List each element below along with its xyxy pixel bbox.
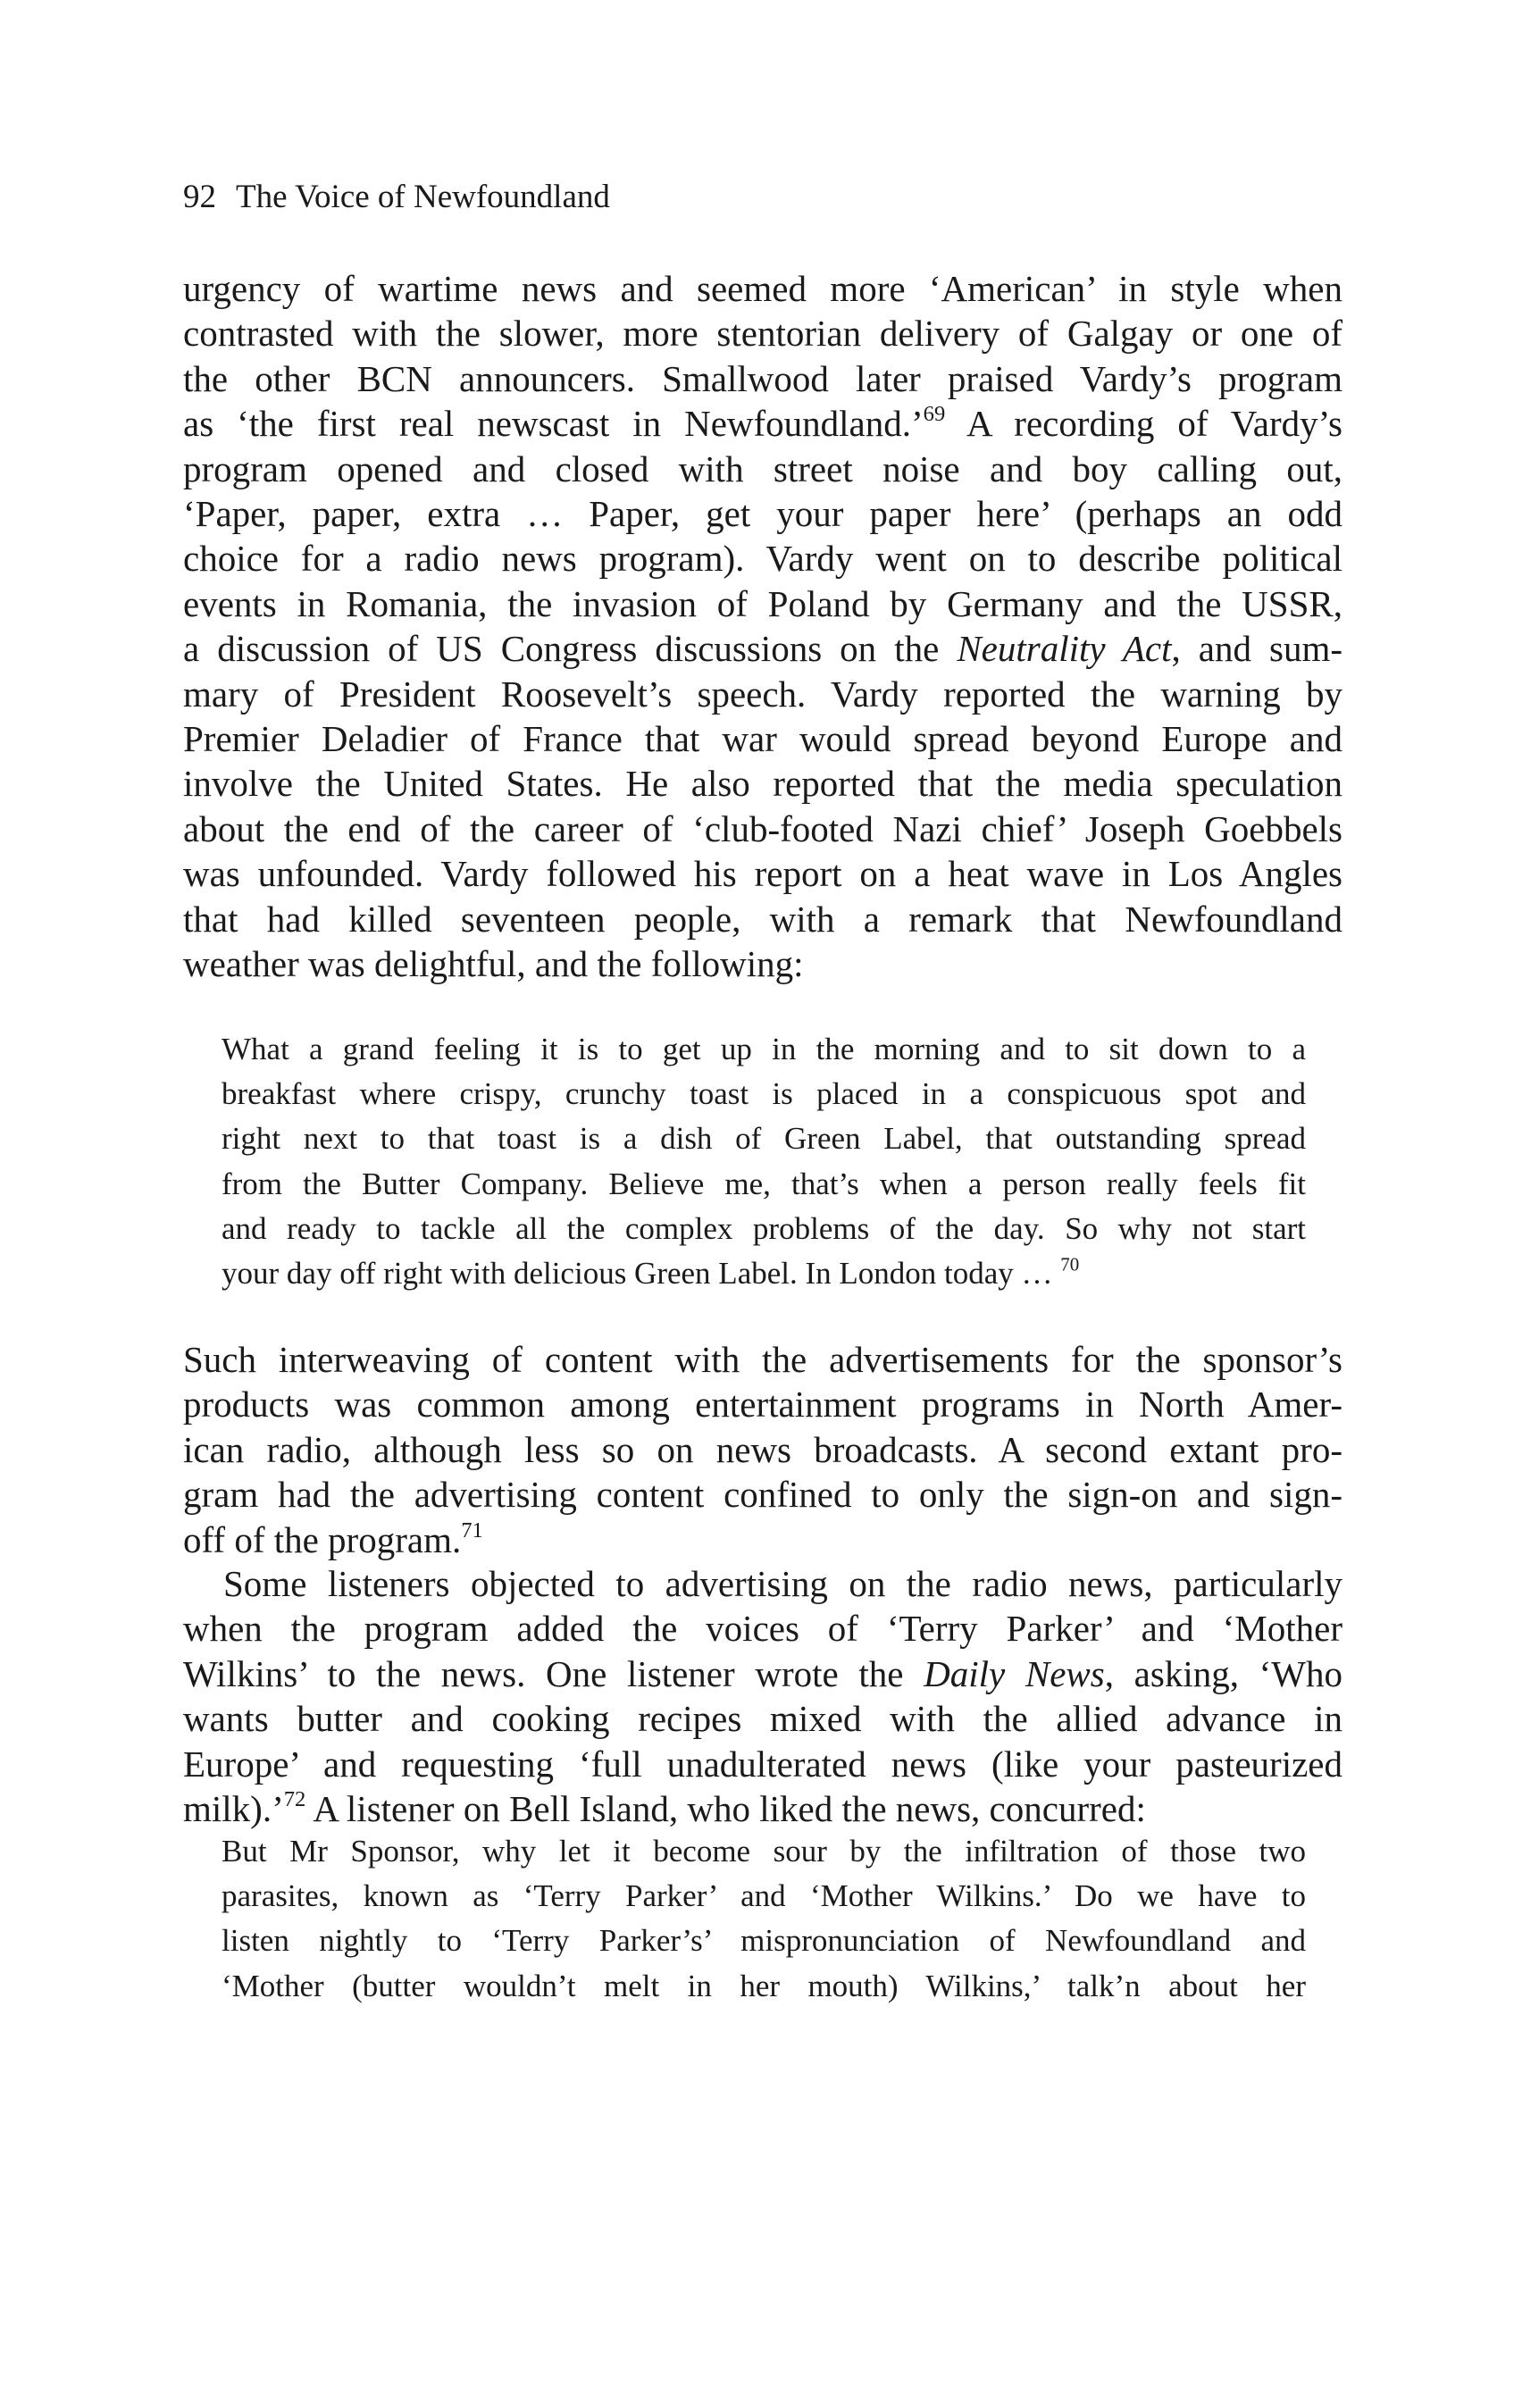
block-quote-2 (222, 1829, 1306, 2009)
book-title: The Voice of Newfoundland (236, 179, 610, 215)
text-line: Wilkins’ to the news. One listener wrote the Daily News, asking, ‘Who (183, 1652, 1342, 1694)
text-line: about the end of the career of ‘club-footed Nazi chief’ Joseph Goebbels (183, 807, 1342, 849)
text-line: program opened and closed with street noise and boy calling out, (183, 447, 1342, 489)
text-line: the other BCN announcers. Smallwood later praised Vardy’s program (183, 357, 1342, 399)
body-paragraph-2 (183, 1337, 1342, 1562)
text-line: as ‘the first real newscast in Newfoundland.’$^{69}$ A recording of Vardy’s (183, 402, 1342, 445)
body-paragraph-3 (183, 1561, 1342, 1831)
text-line: What a grand feeling it is to get up in the morning and to sit down to a (222, 1032, 1306, 1066)
footnote-marker: 72 (283, 1786, 306, 1811)
text-line: Europe’ and requesting ‘full unadulterated news (like your pasteurized (183, 1743, 1342, 1785)
text-line: choice for a radio news program). Vardy went on to describe political (183, 538, 1342, 580)
text-line: breakfast where crispy, crunchy toast is placed in a conspicuous spot and (222, 1076, 1306, 1112)
text-line: Such interweaving of content with the advertisements for the sponsor’s (183, 1339, 1342, 1380)
block-quote-1 (222, 1027, 1306, 1296)
text-line: your day off right with delicious Green Label. In London today … $^{70}$ (222, 1253, 1080, 1292)
footnote-marker: 70 (1060, 1253, 1080, 1275)
text-line: events in Romania, the invasion of Poland by Germany and the USSR, (183, 582, 1342, 624)
text-line: milk).’$^{72}$ A listener on Bell Island, who liked the news, concurred: (183, 1786, 1146, 1830)
text-line: But Mr Sponsor, why let it become sour by the infiltration of those two (222, 1834, 1306, 1869)
text-line: when the program added the voices of ‘Terry Parker’ and ‘Mother (183, 1608, 1342, 1650)
text-line: urgency of wartime news and seemed more ‘American’ in style when (183, 268, 1342, 309)
text-line: mary of President Roosevelt’s speech. Vardy reported the warning by (183, 673, 1342, 715)
text-line: right next to that toast is a dish of Green Label, that outstanding spread (222, 1121, 1306, 1157)
body-paragraph-1 (183, 266, 1342, 987)
text-line: Some listeners objected to advertising on the radio news, particularly (223, 1563, 1342, 1604)
text-line: and ready to tackle all the complex problems of the day. So why not start (222, 1210, 1306, 1246)
text-line: ‘Paper, paper, extra … Paper, get your paper here’ (perhaps an odd (183, 493, 1342, 535)
text-line: listen nightly to ‘Terry Parker’s’ mispronunciation of Newfoundland and (222, 1923, 1306, 1959)
text-line: contrasted with the slower, more stentorian delivery of Galgay or one of (183, 313, 1342, 355)
text-line: products was common among entertainment programs in North Amer- (183, 1384, 1342, 1426)
italic-title: Neutrality Act (957, 628, 1172, 670)
text-line: weather was delightful, and the following: (183, 943, 804, 985)
text-line: parasites, known as ‘Terry Parker’ and ‘Mother Wilkins.’ Do we have to (222, 1878, 1306, 1914)
text-line: wants butter and cooking recipes mixed with the allied advance in (183, 1698, 1342, 1740)
footnote-marker: 71 (461, 1518, 483, 1543)
text-line: from the Butter Company. Believe me, that’s when a person really feels fit (222, 1166, 1306, 1201)
text-line: gram had the advertising content confined to only the sign-on and sign- (183, 1474, 1342, 1516)
running-head (183, 175, 610, 220)
footnote-marker: 69 (923, 402, 946, 426)
text-line: ‘Mother (butter wouldn’t melt in her mouth) Wilkins,’ talk’n about her (222, 1968, 1306, 2003)
text-line: Premier Deladier of France that war would spread beyond Europe and (183, 718, 1342, 760)
text-line: a discussion of US Congress discussions on the Neutrality Act, and sum- (183, 628, 1343, 670)
text-line: that had killed seventeen people, with a remark that Newfoundland (183, 898, 1342, 940)
text-line: involve the United States. He also reported that the media speculation (183, 763, 1342, 805)
text-line: ican radio, although less so on news broadcasts. A second extant pro- (183, 1428, 1342, 1470)
text-line: off of the program.$^{71}$ (183, 1518, 483, 1560)
italic-title: Daily News (924, 1652, 1105, 1694)
page-number: 92 (183, 179, 216, 215)
text-line: was unfounded. Vardy followed his report on a heat wave in Los Angles (183, 853, 1342, 895)
